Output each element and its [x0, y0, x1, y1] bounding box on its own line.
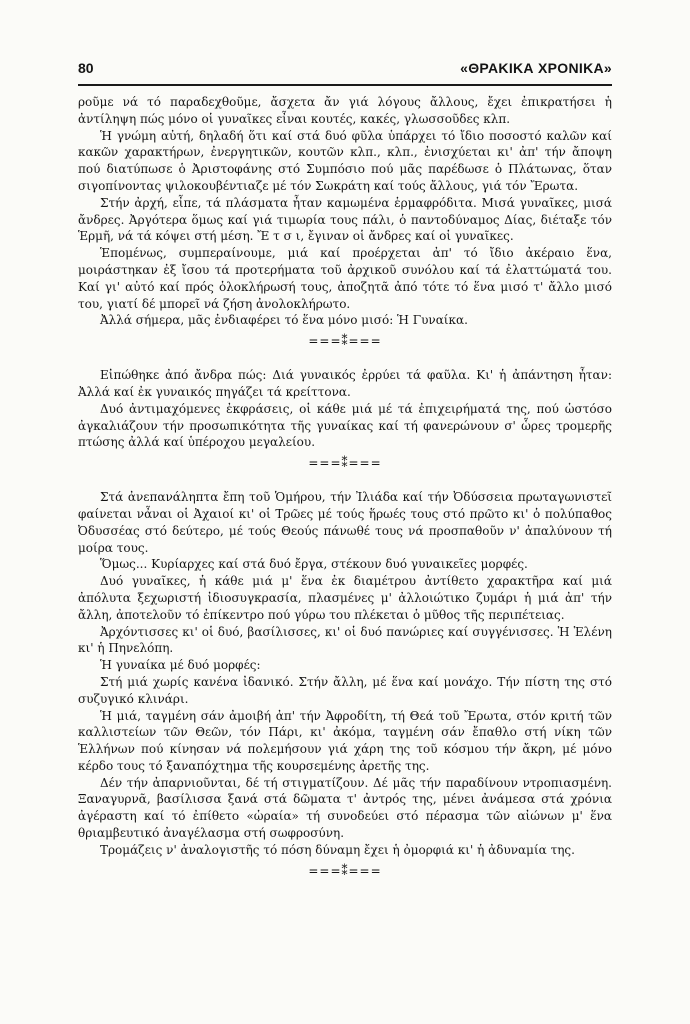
- paragraph: Ὅμως... Κυρίαρχες καί στά δυό ἔργα, στέκουν δυό γυναικεῖες μορφές.: [100, 557, 528, 572]
- journal-title: «ΘΡΑΚΙΚΑ ΧΡΟΝΙΚΑ»: [460, 60, 612, 76]
- paragraph: Ἡ γνώμη αὐτή, δηλαδή ὅτι καί στά δυό φῦλα ὑπάρχει τό ἴδιο ποσοστό καλῶν καί κακῶν χαρακτήρων, ἐνεργητικῶν, κουτῶν κλπ., κλπ., ἐνισχύεται κι' ἀπ' τήν ἄποψη πού διατύπωσε ὁ Ἀριστοφάνης στό Συμπόσιο πού μᾶς παρέδωσε ὁ Πλάτωνας, ὅταν σιγοπίνοντας ψιλοκουβέντιαζε μέ τόν Σωκράτη καί τούς ἄλλους, γιά τόν Ἔρωτα.: [78, 128, 612, 193]
- paragraph: Ἡ μιά, ταγμένη σάν ἀμοιβή ἀπ' τήν Ἀφροδίτη, τή Θεά τοῦ Ἔρωτα, στόν κριτή τῶν καλλιστείων τῶν Θεῶν, τόν Πάρι, κι' ἀκόμα, ταγμένη σάν ἔπαθλο στή νίκη τῶν Ἑλλήνων πού κίνησαν νά πολεμήσουν γιά χάρη της τοῦ κόσμου τήν ἄκρη, μέ μόνο κέρδο τους τό ξαναπόχτημα τῆς κουρσεμένης ἀρετῆς της.: [78, 708, 612, 773]
- paragraph: Στή μιά χωρίς κανένα ἰδανικό. Στήν ἄλλη, μέ ἕνα καί μονάχο. Τήν πίστη της στό συζυγικό κλινάρι.: [78, 674, 612, 706]
- section-2: [78, 367, 612, 451]
- paragraph: Εἰπώθηκε ἀπό ἄνδρα πώς: Διά γυναικός ἐρρύει τά φαῦλα. Κι' ἡ ἀπάντηση ἦταν: Ἀλλά καί ἐκ γυναικός πηγάζει τά κρείττονα.: [78, 368, 612, 399]
- section-separator: ===⁑===: [308, 334, 382, 349]
- article-body: [78, 94, 612, 887]
- paragraph: Ἑπομένως, συμπεραίνουμε, μιά καί προέρχεται ἀπ' τό ἴδιο ἀκέραιο ἕνα, μοιράστηκαν ἐξ ἴσου τά προτερήματα τοῦ ἀρχικοῦ συνόλου καί τά ἐλαττώματά του. Καί γι' αὐτό καί πρός ὁλοκλήρωσή τους, ἀποζητᾶ ἀπό τότε τό ἕνα μισό τ' ἄλλο μισό του, γιατί δέ μπορεῖ νά ζήση ἀνολοκλήρωτο.: [78, 246, 612, 311]
- paragraph: Ἡ γυναίκα μέ δυό μορφές:: [100, 658, 261, 673]
- section-separator: ===⁑===: [308, 863, 382, 878]
- section-3: [78, 489, 612, 859]
- paragraph: Δυό ἀντιμαχόμενες ἐκφράσεις, οἱ κάθε μιά μέ τά ἐπιχειρήματά της, πού ὡστόσο ἀγκαλιάζουν τήν προσωπικότητα τῆς γυναίκας καί τή φανερώνουν σ' ὧρες τρομερῆς πτώσης ἀλλά καί ὑπέροχου μεγαλείου.: [78, 401, 612, 450]
- paragraph: Ἀρχόντισσες κι' οἱ δυό, βασίλισσες, κι' οἱ δυό πανώριες καί συγγένισσες. Ἡ Ἑλένη κι' ἡ Πηνελόπη.: [78, 624, 612, 656]
- paragraph: ροῦμε νά τό παραδεχθοῦμε, ἄσχετα ἄν γιά λόγους ἄλλους, ἔχει ἐπικρατήσει ἡ ἀντίληψη πώς μόνο οἱ γυναῖκες εἶναι κουτές, κακές, γλωσσοῦδες κλπ.: [78, 95, 612, 126]
- paragraph: Τρομάζεις ν' ἀναλογιστῆς τό πόση δύναμη ἔχει ἡ ὀμορφιά κι' ἡ ἀδυναμία της.: [100, 842, 575, 857]
- section-1: [78, 94, 612, 329]
- paragraph: Στά ἀνεπανάληπτα ἔπη τοῦ Ὁμήρου, τήν Ἰλιάδα καί τήν Ὀδύσσεια πρωταγωνιστεῖ φαίνεται νἆναι οἱ Ἀχαιοί κι' οἱ Τρῶες μέ τούς ἥρωές τους στό πρῶτο κι' ὁ πολύπαθος Ὀδυσσέας στό δεύτερο, μέ τούς Θεούς πάνωθέ τους νά προσπαθοῦν ν' ἀπαλύνουν τή μοίρα τους.: [78, 490, 612, 555]
- paragraph: Δυό γυναῖκες, ἡ κάθε μιά μ' ἕνα ἐκ διαμέτρου ἀντίθετο χαρακτῆρα καί μιά ἀπόλυτα ξεχωριστή ἰδιοσυγκρασία, πλασμένες μ' ἀλλοιώτικο ζυμάρι ἡ μιά ἀπ' τήν ἄλλη, ἀποτελοῦν τό ἐπίκεντρο πού γύρω του πλέκεται ὁ μῦθος τῆς περιπέτειας.: [78, 574, 612, 622]
- page-number: 80: [78, 60, 94, 76]
- section-separator: ===⁑===: [308, 456, 382, 471]
- paragraph: Δέν τήν ἀπαρνιοῦνται, δέ τή στιγματίζουν. Δέ μᾶς τήν παραδίνουν ντροπιασμένη. Ξαναγυρνᾶ, βασίλισσα ξανά στά δῶματα τ' ἀντρός της, μένει ἀνάμεσα στά χρόνια ἀγέραστη καί τό ἐπίθετο «ὡραία» τή συνοδεύει στό πέρασμα τῶν αἰώνων μ' ἕνα θριαμβευτικό ἀναγέλασμα στή σωφροσύνη.: [78, 775, 612, 841]
- paragraph: Στήν ἀρχή, εἶπε, τά πλάσματα ἦταν καμωμένα ἑρμαφρόδιτα. Μισά γυναῖκες, μισά ἄνδρες. Ἀργότερα ὅμως καί γιά τιμωρία τους πάλι, ὁ παντοδύναμος Δίας, διέταξε τόν Ἑρμῆ, νά τά κόψει στή μέση. Ἔ τ σ ι, ἔγιναν οἱ ἄνδρες καί οἱ γυναῖκες.: [78, 195, 612, 244]
- paragraph: Ἀλλά σήμερα, μᾶς ἐνδιαφέρει τό ἕνα μόνο μισό: Ἡ Γυναίκα.: [100, 313, 468, 328]
- header-rule: [78, 84, 612, 86]
- page-header: [78, 58, 612, 80]
